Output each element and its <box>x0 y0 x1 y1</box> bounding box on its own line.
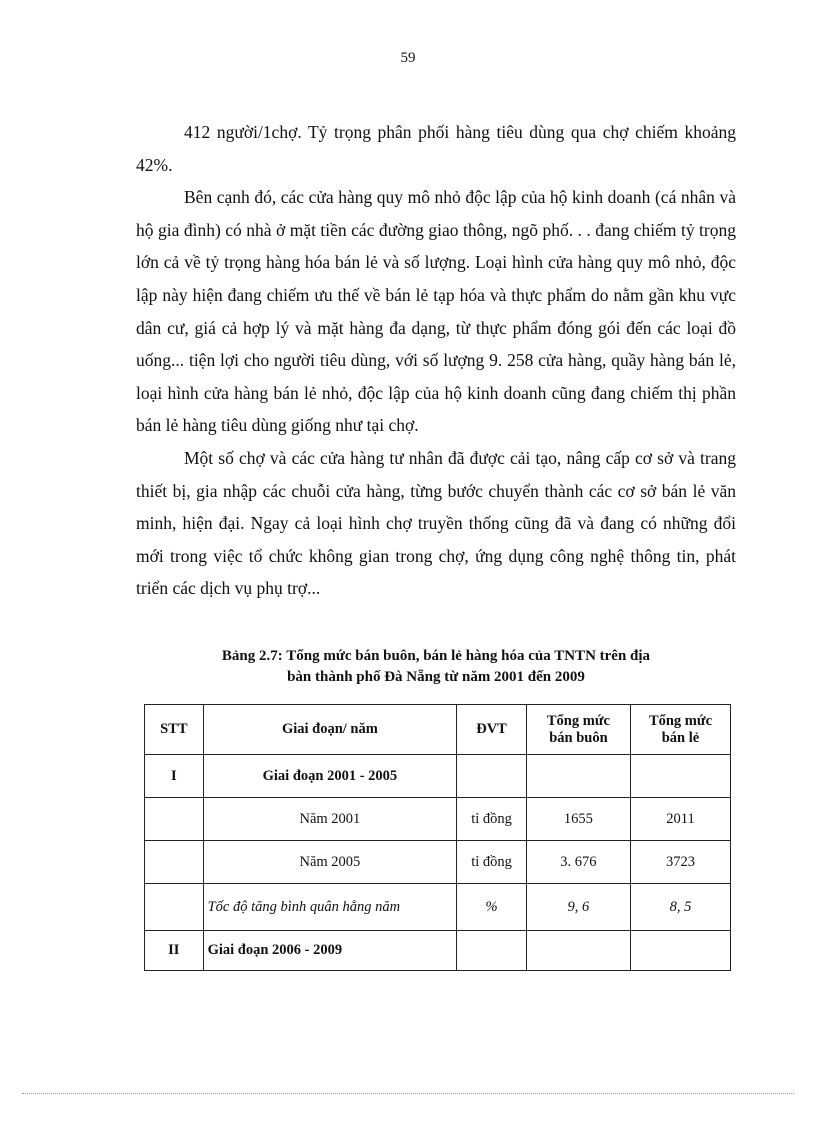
cell-wholesale <box>526 931 630 971</box>
cell-period: Giai đoạn 2001 - 2005 <box>203 755 457 798</box>
paragraph: Bên cạnh đó, các cửa hàng quy mô nhỏ độc lập của hộ kinh doanh (cá nhân và hộ gia đình) có nhà ở mặt tiền các đường giao thông, ngõ phố. . . đang chiếm tỷ trọng lớn cả về tỷ trọng hàng hóa bán lẻ và số lượng. Loại hình cửa hàng quy mô nhỏ, độc lập này hiện đang chiếm ưu thế về bán lẻ tạp hóa và thực phẩm do nằm gần khu vực dân cư, giá cả hợp lý và mặt hàng đa dạng, từ thực phẩm đóng gói đến các loại đồ uống... tiện lợi cho người tiêu dùng, với số lượng 9. 258 cửa hàng, quầy hàng bán lẻ, loại hình cửa hàng bán lẻ nhỏ, độc lập của hộ kinh doanh cũng đang chiếm thị phần bán lẻ hàng tiêu dùng giống như tại chợ. <box>136 187 736 436</box>
table-caption-line: bàn thành phố Đà Nẵng từ năm 2001 đến 2009 <box>287 669 585 685</box>
header-retail <box>630 705 730 755</box>
table-caption <box>136 646 736 688</box>
page-bottom-divider <box>22 1093 794 1094</box>
table-caption-line: Bảng 2.7: Tổng mức bán buôn, bán lẻ hàng hóa của TNTN trên địa <box>221 648 651 664</box>
cell-unit <box>457 755 527 798</box>
sales-table <box>144 704 731 971</box>
header-wholesale <box>526 705 630 755</box>
cell-stt: II <box>145 931 204 971</box>
cell-retail <box>630 931 730 971</box>
cell-unit: tỉ đồng <box>457 798 527 841</box>
cell-unit: % <box>457 884 527 931</box>
table-row <box>145 931 731 971</box>
table-row <box>145 884 731 931</box>
cell-wholesale <box>526 755 630 798</box>
cell-wholesale: 1655 <box>526 798 630 841</box>
cell-unit <box>457 931 527 971</box>
cell-stt <box>145 798 204 841</box>
table-row <box>145 755 731 798</box>
cell-period: Năm 2001 <box>203 798 457 841</box>
cell-period: Giai đoạn 2006 - 2009 <box>203 931 457 971</box>
cell-period: Năm 2005 <box>203 841 457 884</box>
cell-retail: 3723 <box>630 841 730 884</box>
header-period: Giai đoạn/ năm <box>203 705 457 755</box>
cell-period: Tốc độ tăng bình quân hằng năm <box>203 884 457 931</box>
table-row <box>145 841 731 884</box>
cell-retail: 8, 5 <box>630 884 730 931</box>
body-text <box>136 116 736 605</box>
cell-stt <box>145 841 204 884</box>
table-header-row <box>145 705 731 755</box>
header-retail-line: bán lẻ <box>661 729 700 746</box>
cell-wholesale: 3. 676 <box>526 841 630 884</box>
header-unit: ĐVT <box>457 705 527 755</box>
page-number: 59 <box>400 50 416 66</box>
header-retail-line: Tổng mức <box>648 712 713 729</box>
cell-retail: 2011 <box>630 798 730 841</box>
header-wholesale-line: Tổng mức <box>546 712 610 729</box>
cell-stt <box>145 884 204 931</box>
table-row <box>145 798 731 841</box>
cell-unit: tỉ đồng <box>457 841 527 884</box>
paragraph: 412 người/1chợ. Tỷ trọng phân phối hàng tiêu dùng qua chợ chiếm khoảng 42%. <box>136 122 736 175</box>
cell-stt: I <box>145 755 204 798</box>
header-wholesale-line: bán buôn <box>549 729 608 746</box>
header-stt: STT <box>145 705 204 755</box>
paragraph: Một số chợ và các cửa hàng tư nhân đã được cải tạo, nâng cấp cơ sở và trang thiết bị, gia nhập các chuỗi cửa hàng, từng bước chuyển thành các cơ sở bán lẻ văn minh, hiện đại. Ngay cả loại hình chợ truyền thống cũng đã và đang có những đổi mới trong việc tổ chức không gian trong chợ, ứng dụng công nghệ thông tin, phát triển các dịch vụ phụ trợ... <box>136 447 736 599</box>
cell-retail <box>630 755 730 798</box>
cell-wholesale: 9, 6 <box>526 884 630 931</box>
